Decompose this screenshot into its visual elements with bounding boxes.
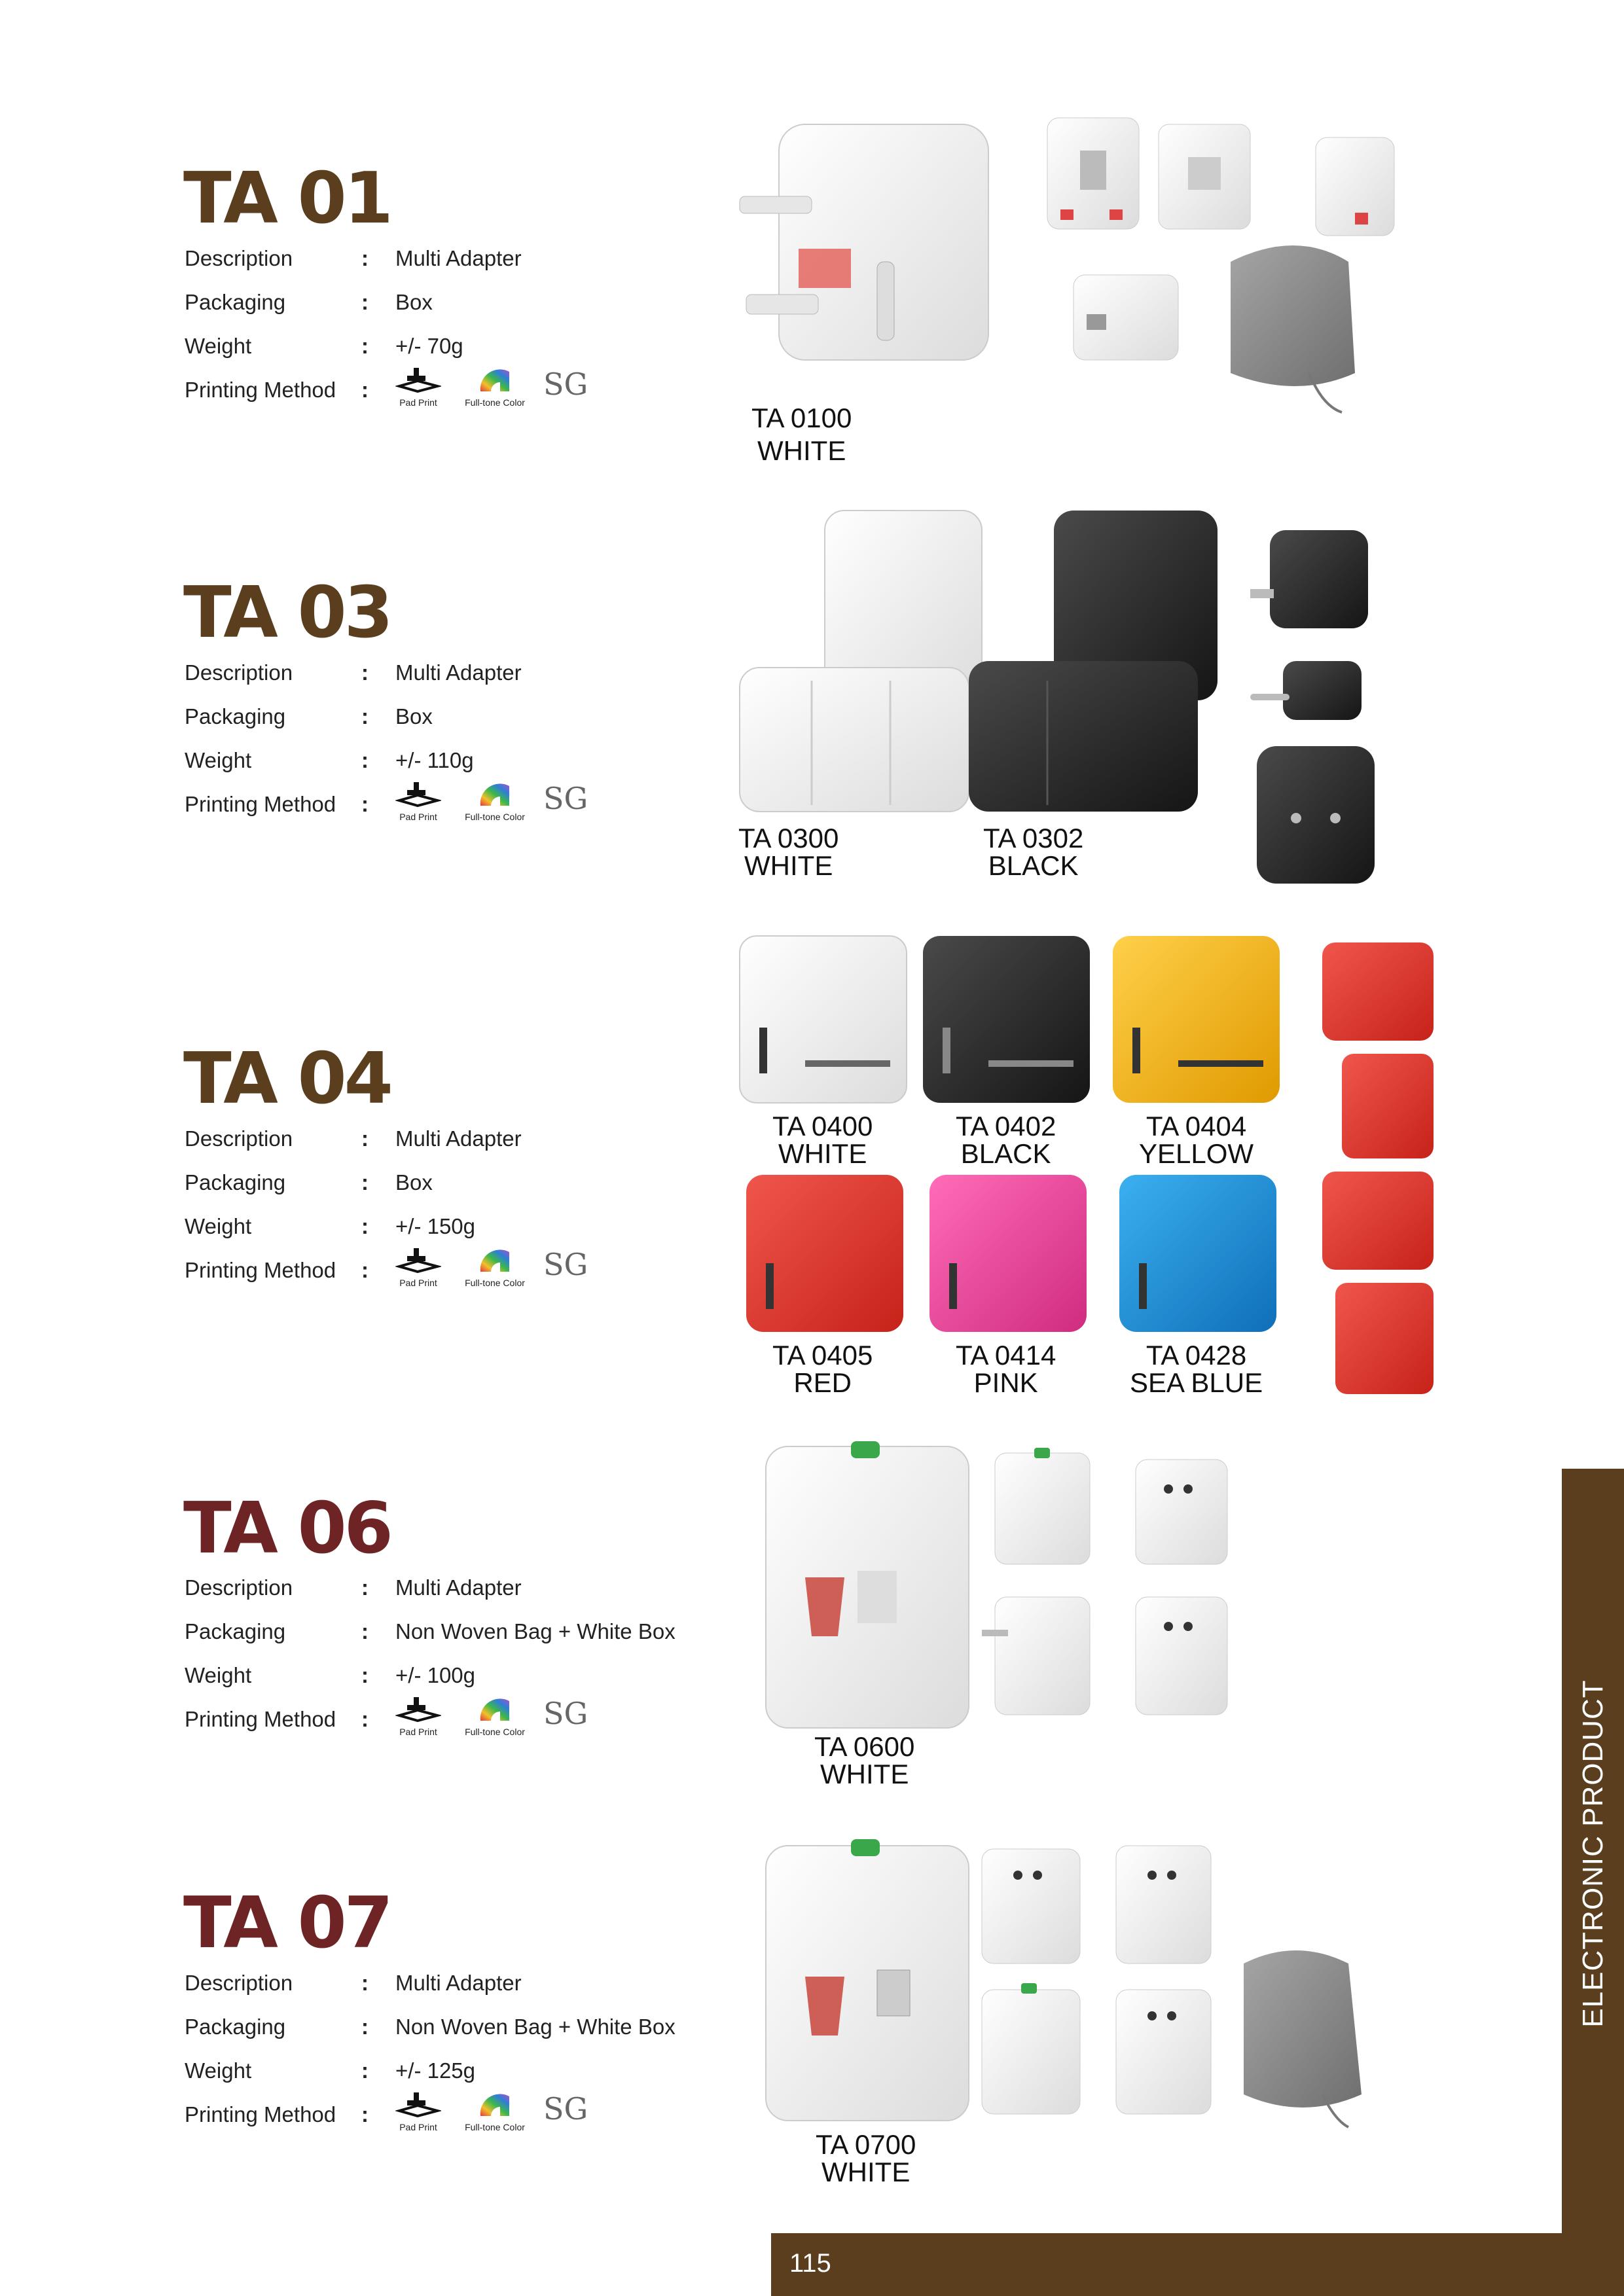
sg-logo: SG (543, 1696, 588, 1731)
product-title: TA 06 (183, 1488, 391, 1570)
color-wheel-icon (475, 781, 514, 807)
spec-colon: : (361, 2015, 369, 2039)
spec-colon: : (361, 1663, 369, 1687)
spec-label: Printing Method (185, 2102, 336, 2126)
sg-logo: SG (543, 367, 588, 402)
full-tone-method (456, 1696, 534, 1737)
variant-color: RED (793, 1367, 852, 1398)
spec-colon: : (361, 704, 369, 728)
spec-label: Packaging (185, 1619, 286, 1643)
variant-caption (1130, 1342, 1263, 1397)
spec-label: Weight (185, 1214, 252, 1238)
spec-value: Non Woven Bag + White Box (395, 2015, 676, 2039)
adapter-black (923, 936, 1090, 1103)
spec-colon: : (361, 378, 369, 402)
adapter-small-c (982, 1597, 1090, 1715)
pad-print-icon (395, 781, 441, 807)
plug-socket-black (1257, 746, 1375, 884)
spec-colon: : (361, 1971, 369, 1995)
variant-caption (772, 1342, 873, 1397)
product-photo-ta06 (759, 1440, 1244, 1734)
pad-print-icon (395, 2091, 441, 2117)
color-wheel-icon (475, 2091, 514, 2117)
variant-code: TA 0405 (772, 1340, 873, 1371)
product-title: TA 07 (183, 1882, 391, 1964)
color-wheel-icon (475, 367, 514, 393)
pouch-grey (1231, 245, 1355, 412)
category-sidebar (1562, 1469, 1624, 2238)
spec-label: Description (185, 1575, 293, 1600)
spec-value: +/- 100g (395, 1663, 476, 1687)
spec-colon: : (361, 792, 369, 816)
variant-color: BLACK (988, 850, 1079, 881)
variant-code: TA 0414 (956, 1340, 1056, 1371)
spec-label: Printing Method (185, 792, 336, 816)
product-title: TA 01 (183, 158, 391, 240)
spec-label: Description (185, 1126, 293, 1151)
spec-colon: : (361, 1619, 369, 1643)
variant-code: TA 0428 (1146, 1340, 1247, 1371)
spec-colon: : (361, 334, 369, 358)
spec-colon: : (361, 1258, 369, 1282)
variant-caption (983, 825, 1083, 880)
spec-label: Packaging (185, 290, 286, 314)
pouch-grey (1244, 1950, 1362, 2127)
adapter-red-stack (1322, 942, 1434, 1394)
product-title: TA 04 (183, 1038, 391, 1120)
adapter-small-3 (1316, 137, 1394, 236)
full-tone-method (456, 367, 534, 408)
adapter-large (740, 124, 988, 360)
variant-color: SEA BLUE (1130, 1367, 1263, 1398)
spec-label: Printing Method (185, 1258, 336, 1282)
spec-colon: : (361, 2102, 369, 2126)
full-tone-caption: Full-tone Color (465, 1278, 525, 1288)
variant-color: WHITE (757, 435, 846, 466)
printing-methods (395, 1696, 592, 1742)
adapter-small-b (1116, 1846, 1211, 1964)
adapter-small-b (1136, 1460, 1227, 1564)
plug-eu-black (1250, 661, 1362, 720)
spec-colon: : (361, 748, 369, 772)
spec-label: Description (185, 246, 293, 270)
spec-value: +/- 70g (395, 334, 463, 358)
variant-caption (1139, 1113, 1254, 1168)
adapter-small-d (1136, 1597, 1227, 1715)
spec-value: Multi Adapter (395, 1575, 522, 1600)
pad-print-icon (395, 1247, 441, 1273)
adapter-small-2 (1159, 124, 1250, 229)
spec-value: Box (395, 290, 433, 314)
spec-value: +/- 110g (395, 748, 474, 772)
spec-colon: : (361, 1170, 369, 1194)
variant-color: WHITE (744, 850, 833, 881)
sg-logo: SG (543, 781, 588, 816)
product-photo-ta07 (759, 1833, 1381, 2134)
plug-uk-black (1250, 530, 1368, 628)
spec-value: Box (395, 1170, 433, 1194)
adapter-yellow (1113, 936, 1280, 1103)
variant-caption (956, 1113, 1056, 1168)
adapter-white (740, 936, 907, 1103)
spec-label: Weight (185, 748, 252, 772)
variant-color: WHITE (778, 1138, 867, 1169)
variant-code: TA 0700 (816, 2129, 916, 2160)
variant-caption (814, 1733, 914, 1788)
variant-caption (956, 1342, 1056, 1397)
spec-value: Multi Adapter (395, 246, 522, 270)
spec-label: Description (185, 1971, 293, 1995)
variant-color: YELLOW (1139, 1138, 1254, 1169)
pad-print-caption: Pad Print (399, 397, 437, 408)
adapter-white-open (740, 511, 982, 812)
pad-print-caption: Pad Print (399, 812, 437, 822)
spec-value: Box (395, 704, 433, 728)
pad-print-caption: Pad Print (399, 1278, 437, 1288)
variant-code: TA 0100 (751, 403, 852, 433)
full-tone-caption: Full-tone Color (465, 397, 525, 408)
pad-print-method (395, 781, 441, 822)
spec-label: Packaging (185, 2015, 286, 2039)
variant-caption (751, 404, 852, 465)
variant-code: TA 0300 (738, 823, 839, 853)
spec-label: Packaging (185, 704, 286, 728)
adapter-blue (1119, 1175, 1276, 1332)
pad-print-caption: Pad Print (399, 1727, 437, 1737)
color-wheel-icon (475, 1696, 514, 1722)
spec-colon: : (361, 2058, 369, 2083)
adapter-red (746, 1175, 903, 1332)
variant-caption (816, 2131, 916, 2186)
spec-value: Multi Adapter (395, 1971, 522, 1995)
pad-print-icon (395, 1696, 441, 1722)
printing-methods (395, 2091, 592, 2137)
pad-print-method (395, 2091, 441, 2132)
adapter-small-a (982, 1849, 1080, 1964)
color-wheel-icon (475, 1247, 514, 1273)
variant-color: WHITE (821, 2157, 911, 2187)
full-tone-caption: Full-tone Color (465, 1727, 525, 1737)
spec-value: Multi Adapter (395, 660, 522, 685)
variant-color: BLACK (960, 1138, 1051, 1169)
spec-label: Weight (185, 334, 252, 358)
spec-colon: : (361, 1214, 369, 1238)
variant-caption (772, 1113, 873, 1168)
printing-methods (395, 367, 592, 412)
full-tone-caption: Full-tone Color (465, 812, 525, 822)
spec-value: +/- 150g (395, 1214, 476, 1238)
spec-label: Printing Method (185, 378, 336, 402)
full-tone-method (456, 781, 534, 822)
spec-colon: : (361, 1126, 369, 1151)
adapter-small-a (995, 1448, 1090, 1564)
spec-label: Weight (185, 1663, 252, 1687)
pad-print-method (395, 367, 441, 408)
adapter-small-4 (1074, 275, 1178, 360)
spec-label: Packaging (185, 1170, 286, 1194)
pad-print-method (395, 1696, 441, 1737)
spec-colon: : (361, 1707, 369, 1731)
full-tone-method (456, 2091, 534, 2132)
page-number: 115 (789, 2249, 831, 2278)
variant-code: TA 0400 (772, 1111, 873, 1141)
variant-color: PINK (973, 1367, 1038, 1398)
adapter-black-open (969, 511, 1218, 812)
spec-value: Multi Adapter (395, 1126, 522, 1151)
spec-label: Description (185, 660, 293, 685)
adapter-small-1 (1047, 118, 1139, 229)
pad-print-method (395, 1247, 441, 1288)
product-photo-ta01 (733, 98, 1427, 425)
pad-print-caption: Pad Print (399, 2122, 437, 2132)
spec-colon: : (361, 1575, 369, 1600)
adapter-large-white-usb (766, 1839, 969, 2121)
adapter-small-d (1116, 1990, 1211, 2114)
product-title: TA 03 (183, 572, 391, 654)
page-footer (771, 2233, 1624, 2296)
variant-code: TA 0302 (983, 823, 1084, 853)
spec-colon: : (361, 660, 369, 685)
full-tone-caption: Full-tone Color (465, 2122, 525, 2132)
spec-label: Weight (185, 2058, 252, 2083)
adapter-large-white (766, 1441, 969, 1728)
printing-methods (395, 781, 592, 827)
adapter-small-c (982, 1983, 1080, 2114)
sg-logo: SG (543, 2091, 588, 2126)
category-label: ELECTRONIC PRODUCT (1576, 1679, 1609, 2028)
sg-logo: SG (543, 1247, 588, 1282)
pad-print-icon (395, 367, 441, 393)
spec-value: +/- 125g (395, 2058, 476, 2083)
spec-colon: : (361, 290, 369, 314)
full-tone-method (456, 1247, 534, 1288)
variant-code: TA 0600 (814, 1731, 915, 1762)
spec-colon: : (361, 246, 369, 270)
variant-caption (738, 825, 839, 880)
adapter-pink (929, 1175, 1087, 1332)
variant-color: WHITE (820, 1759, 909, 1789)
variant-code: TA 0402 (956, 1111, 1056, 1141)
variant-code: TA 0404 (1146, 1111, 1247, 1141)
printing-methods (395, 1247, 592, 1293)
spec-label: Printing Method (185, 1707, 336, 1731)
spec-value: Non Woven Bag + White Box (395, 1619, 676, 1643)
